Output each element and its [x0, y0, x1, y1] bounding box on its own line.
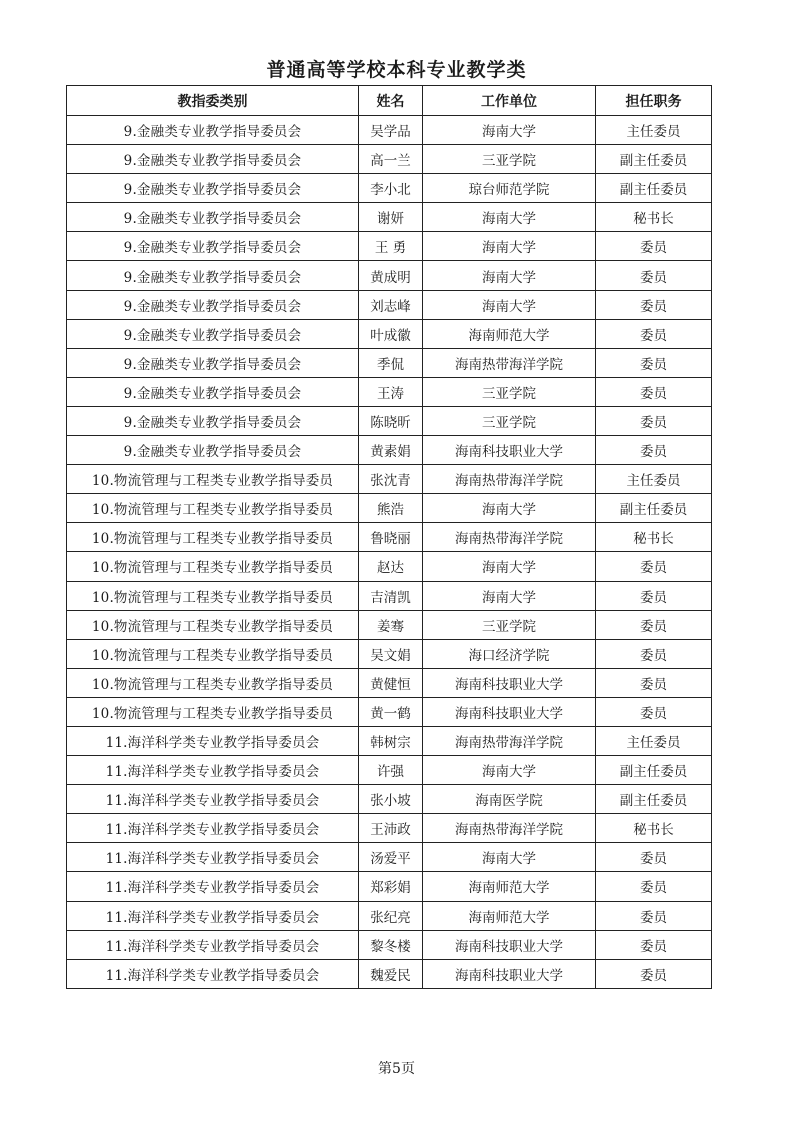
position-cell: 副主任委员: [596, 785, 712, 814]
table-row: [67, 116, 712, 145]
name-cell: 李小北: [359, 174, 423, 203]
unit-cell: 海南医学院: [423, 785, 596, 814]
name-cell: 熊浩: [359, 494, 423, 523]
position-cell: 副主任委员: [596, 174, 712, 203]
table-row: [67, 348, 712, 377]
category-cell: 9.金融类专业教学指导委员会: [67, 436, 359, 465]
unit-cell: 海南大学: [423, 290, 596, 319]
unit-cell: 海南大学: [423, 552, 596, 581]
table-row: [67, 901, 712, 930]
category-cell: 11.海洋科学类专业教学指导委员会: [67, 901, 359, 930]
unit-cell: 海南大学: [423, 116, 596, 145]
category-cell: 11.海洋科学类专业教学指导委员会: [67, 959, 359, 988]
unit-cell: 海南热带海洋学院: [423, 523, 596, 552]
unit-cell: 海南大学: [423, 494, 596, 523]
unit-cell: 海南大学: [423, 581, 596, 610]
category-cell: 10.物流管理与工程类专业教学指导委员: [67, 581, 359, 610]
unit-cell: 海南大学: [423, 203, 596, 232]
position-cell: 委员: [596, 552, 712, 581]
name-cell: 王沛政: [359, 814, 423, 843]
category-cell: 10.物流管理与工程类专业教学指导委员: [67, 639, 359, 668]
category-cell: 11.海洋科学类专业教学指导委员会: [67, 843, 359, 872]
unit-cell: 海南科技职业大学: [423, 930, 596, 959]
category-cell: 9.金融类专业教学指导委员会: [67, 377, 359, 406]
position-cell: 委员: [596, 639, 712, 668]
category-cell: 10.物流管理与工程类专业教学指导委员: [67, 552, 359, 581]
position-cell: 委员: [596, 697, 712, 726]
name-cell: 韩树宗: [359, 726, 423, 755]
table-row: [67, 610, 712, 639]
category-cell: 9.金融类专业教学指导委员会: [67, 232, 359, 261]
category-cell: 9.金融类专业教学指导委员会: [67, 203, 359, 232]
table-row: [67, 465, 712, 494]
unit-cell: 海南科技职业大学: [423, 436, 596, 465]
table-row: [67, 523, 712, 552]
position-cell: 主任委员: [596, 465, 712, 494]
header-name: 姓名: [359, 86, 423, 116]
table-row: [67, 756, 712, 785]
unit-cell: 海南师范大学: [423, 319, 596, 348]
category-cell: 9.金融类专业教学指导委员会: [67, 319, 359, 348]
name-cell: 高一兰: [359, 145, 423, 174]
name-cell: 吴学品: [359, 116, 423, 145]
position-cell: 委员: [596, 872, 712, 901]
category-cell: 11.海洋科学类专业教学指导委员会: [67, 785, 359, 814]
unit-cell: 三亚学院: [423, 406, 596, 435]
name-cell: 魏爱民: [359, 959, 423, 988]
name-cell: 许强: [359, 756, 423, 785]
committee-roster-table: [66, 85, 712, 989]
category-cell: 9.金融类专业教学指导委员会: [67, 290, 359, 319]
position-cell: 副主任委员: [596, 756, 712, 785]
position-cell: 委员: [596, 348, 712, 377]
unit-cell: 海南大学: [423, 261, 596, 290]
name-cell: 叶成徽: [359, 319, 423, 348]
table-row: [67, 436, 712, 465]
unit-cell: 海南热带海洋学院: [423, 465, 596, 494]
name-cell: 黎冬楼: [359, 930, 423, 959]
name-cell: 刘志峰: [359, 290, 423, 319]
category-cell: 11.海洋科学类专业教学指导委员会: [67, 872, 359, 901]
name-cell: 姜骞: [359, 610, 423, 639]
position-cell: 委员: [596, 668, 712, 697]
table-row: [67, 494, 712, 523]
category-cell: 9.金融类专业教学指导委员会: [67, 261, 359, 290]
name-cell: 谢妍: [359, 203, 423, 232]
unit-cell: 海南科技职业大学: [423, 697, 596, 726]
table-row: [67, 697, 712, 726]
position-cell: 委员: [596, 319, 712, 348]
table-row: [67, 872, 712, 901]
name-cell: 王 勇: [359, 232, 423, 261]
unit-cell: 海南大学: [423, 756, 596, 785]
unit-cell: 海口经济学院: [423, 639, 596, 668]
name-cell: 黄一鹤: [359, 697, 423, 726]
category-cell: 11.海洋科学类专业教学指导委员会: [67, 814, 359, 843]
header-position: 担任职务: [596, 86, 712, 116]
table-row: [67, 843, 712, 872]
unit-cell: 琼台师范学院: [423, 174, 596, 203]
position-cell: 秘书长: [596, 203, 712, 232]
category-cell: 10.物流管理与工程类专业教学指导委员: [67, 610, 359, 639]
position-cell: 委员: [596, 436, 712, 465]
table-row: [67, 930, 712, 959]
name-cell: 王涛: [359, 377, 423, 406]
name-cell: 陈晓昕: [359, 406, 423, 435]
category-cell: 9.金融类专业教学指导委员会: [67, 145, 359, 174]
category-cell: 11.海洋科学类专业教学指导委员会: [67, 726, 359, 755]
position-cell: 委员: [596, 232, 712, 261]
category-cell: 10.物流管理与工程类专业教学指导委员: [67, 697, 359, 726]
unit-cell: 海南科技职业大学: [423, 668, 596, 697]
position-cell: 副主任委员: [596, 494, 712, 523]
header-unit: 工作单位: [423, 86, 596, 116]
position-cell: 委员: [596, 610, 712, 639]
category-cell: 11.海洋科学类专业教学指导委员会: [67, 756, 359, 785]
category-cell: 9.金融类专业教学指导委员会: [67, 406, 359, 435]
position-cell: 委员: [596, 901, 712, 930]
unit-cell: 三亚学院: [423, 377, 596, 406]
position-cell: 委员: [596, 406, 712, 435]
position-cell: 秘书长: [596, 814, 712, 843]
position-cell: 副主任委员: [596, 145, 712, 174]
unit-cell: 海南科技职业大学: [423, 959, 596, 988]
name-cell: 赵达: [359, 552, 423, 581]
header-category: 教指委类别: [67, 86, 359, 116]
category-cell: 9.金融类专业教学指导委员会: [67, 116, 359, 145]
name-cell: 鲁晓丽: [359, 523, 423, 552]
table-row: [67, 581, 712, 610]
table-row: [67, 406, 712, 435]
unit-cell: 海南大学: [423, 232, 596, 261]
category-cell: 10.物流管理与工程类专业教学指导委员: [67, 465, 359, 494]
name-cell: 张沈青: [359, 465, 423, 494]
name-cell: 郑彩娟: [359, 872, 423, 901]
position-cell: 主任委员: [596, 116, 712, 145]
unit-cell: 海南热带海洋学院: [423, 726, 596, 755]
table-row: [67, 232, 712, 261]
position-cell: 委员: [596, 290, 712, 319]
table-row: [67, 261, 712, 290]
unit-cell: 海南大学: [423, 843, 596, 872]
document-title: 普通高等学校本科专业教学类: [266, 59, 527, 81]
table-row: [67, 785, 712, 814]
table-row: [67, 319, 712, 348]
name-cell: 季侃: [359, 348, 423, 377]
unit-cell: 海南热带海洋学院: [423, 348, 596, 377]
table-row: [67, 639, 712, 668]
table-row: [67, 726, 712, 755]
name-cell: 汤爱平: [359, 843, 423, 872]
unit-cell: 海南师范大学: [423, 872, 596, 901]
table-row: [67, 377, 712, 406]
name-cell: 张纪亮: [359, 901, 423, 930]
table-header-row: [67, 86, 712, 116]
category-cell: 10.物流管理与工程类专业教学指导委员: [67, 523, 359, 552]
name-cell: 吴文娟: [359, 639, 423, 668]
position-cell: 秘书长: [596, 523, 712, 552]
table-row: [67, 814, 712, 843]
unit-cell: 三亚学院: [423, 145, 596, 174]
table-row: [67, 552, 712, 581]
page-number: 第5页: [378, 1061, 415, 1077]
category-cell: 9.金融类专业教学指导委员会: [67, 174, 359, 203]
table-row: [67, 959, 712, 988]
table-row: [67, 174, 712, 203]
position-cell: 委员: [596, 930, 712, 959]
position-cell: 委员: [596, 377, 712, 406]
position-cell: 委员: [596, 261, 712, 290]
position-cell: 委员: [596, 581, 712, 610]
category-cell: 10.物流管理与工程类专业教学指导委员: [67, 494, 359, 523]
table-row: [67, 203, 712, 232]
table-row: [67, 668, 712, 697]
name-cell: 黄素娟: [359, 436, 423, 465]
name-cell: 黄成明: [359, 261, 423, 290]
table-body: [67, 116, 712, 989]
name-cell: 张小坡: [359, 785, 423, 814]
category-cell: 9.金融类专业教学指导委员会: [67, 348, 359, 377]
position-cell: 委员: [596, 959, 712, 988]
position-cell: 委员: [596, 843, 712, 872]
table-row: [67, 145, 712, 174]
name-cell: 黄健恒: [359, 668, 423, 697]
unit-cell: 三亚学院: [423, 610, 596, 639]
category-cell: 11.海洋科学类专业教学指导委员会: [67, 930, 359, 959]
unit-cell: 海南师范大学: [423, 901, 596, 930]
name-cell: 吉清凯: [359, 581, 423, 610]
table-row: [67, 290, 712, 319]
position-cell: 主任委员: [596, 726, 712, 755]
category-cell: 10.物流管理与工程类专业教学指导委员: [67, 668, 359, 697]
unit-cell: 海南热带海洋学院: [423, 814, 596, 843]
